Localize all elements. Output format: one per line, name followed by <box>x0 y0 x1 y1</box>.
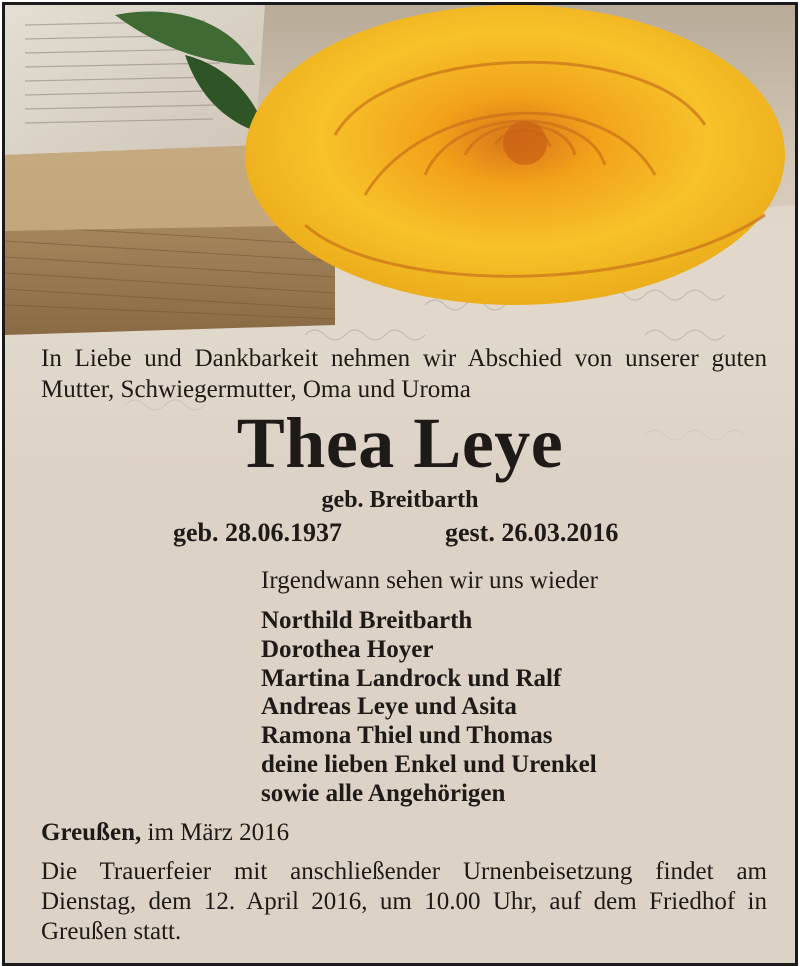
mourner-item: Andreas Leye und Asita <box>261 693 517 721</box>
obituary-card <box>2 2 798 966</box>
motto: Irgendwann sehen wir uns wieder <box>261 567 598 594</box>
mourner-item: deine lieben Enkel und Urenkel <box>261 750 597 778</box>
birth-date: geb. 28.06.1937 <box>173 518 342 547</box>
place-and-date <box>41 817 289 849</box>
place-name: Greußen, <box>41 819 142 846</box>
maiden-name: geb. Breitbarth <box>321 487 479 513</box>
mourners-list <box>261 607 597 809</box>
funeral-service-text: Die Trauerfeier mit anschließender Urnenbeisetzung findet am Dienstag, dem 12. April 2016, um 10.00 Uhr, auf dem Friedhof in Greußen statt. <box>41 858 767 945</box>
intro-text: In Liebe und Dankbarkeit nehmen wir Abschied von unserer guten Mutter, Schwiegermutter, Oma und Uroma <box>41 345 767 403</box>
mourner-item: Martina Landrock und Ralf <box>261 664 562 692</box>
mourner-item: Ramona Thiel und Thomas <box>261 722 553 750</box>
place-date: im März 2016 <box>141 819 290 846</box>
deceased-name: Thea Leye <box>236 403 564 483</box>
mourner-item: Northild Breitbarth <box>261 607 473 634</box>
mourner-item: sowie alle Angehörigen <box>261 779 506 807</box>
death-date: gest. 26.03.2016 <box>445 518 619 547</box>
mourner-item: Dorothea Hoyer <box>261 635 434 663</box>
